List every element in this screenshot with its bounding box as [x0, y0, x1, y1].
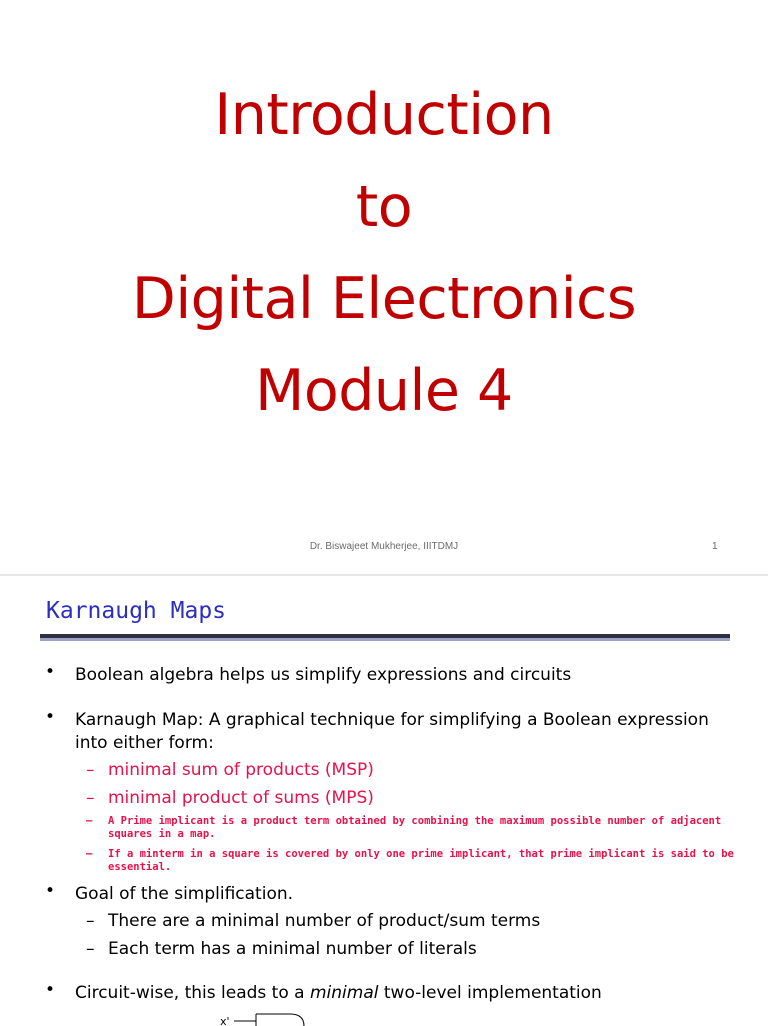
bullet-text-continued: into either form: — [75, 733, 214, 753]
sub-bullet-text: minimal product of sums (MPS) — [108, 788, 374, 808]
footer-author: Dr. Biswajeet Mukherjee, IIITDMJ — [309, 541, 459, 552]
bullet-glyph: • — [45, 662, 56, 682]
title-line-1: Introduction — [214, 82, 554, 148]
bullet-text-pre: Circuit-wise, this leads to a — [75, 983, 310, 1003]
slide-title: Karnaugh Maps — [46, 598, 227, 624]
title-rule-shadow — [40, 638, 730, 641]
dash-glyph: – — [86, 788, 95, 808]
bullet-text: Goal of the simplification. — [75, 884, 294, 904]
circuit-input-label: x' — [220, 1015, 230, 1026]
bullet-text-post: two-level implementation — [378, 983, 602, 1003]
dash-glyph: – — [86, 911, 95, 931]
circuit-gate-outline — [256, 1014, 304, 1026]
note-text: A Prime implicant is a product term obtained by combining the maximum possible number of adjacent squares in a map. — [108, 815, 722, 840]
title-line-4: Module 4 — [255, 358, 513, 424]
dash-glyph: – — [86, 815, 93, 827]
page-number: 1 — [712, 541, 718, 552]
dash-glyph: – — [86, 939, 95, 959]
note-text: If a minterm in a square is covered by only one prime implicant, that prime implicant is said to be essential. — [108, 848, 734, 873]
content-slide — [0, 576, 768, 1024]
title-line-2: to — [355, 174, 413, 240]
sub-bullet-text: minimal sum of products (MSP) — [108, 760, 374, 780]
bullet-glyph: • — [45, 980, 56, 1000]
dash-glyph: – — [86, 848, 93, 860]
title-line-3: Digital Electronics — [131, 266, 637, 332]
sub-bullet-text: There are a minimal number of product/sum terms — [108, 911, 541, 931]
bullet-text-emphasis: minimal — [309, 983, 379, 1003]
bullet-text: Karnaugh Map: A graphical technique for simplifying a Boolean expression — [75, 710, 709, 730]
bullet-text — [75, 982, 602, 1005]
sub-bullet-text: Each term has a minimal number of literals — [108, 939, 477, 959]
bullet-glyph: • — [45, 707, 56, 727]
bullet-glyph: • — [45, 881, 56, 901]
bullet-text: Boolean algebra helps us simplify expressions and circuits — [75, 665, 572, 685]
dash-glyph: – — [86, 760, 95, 780]
